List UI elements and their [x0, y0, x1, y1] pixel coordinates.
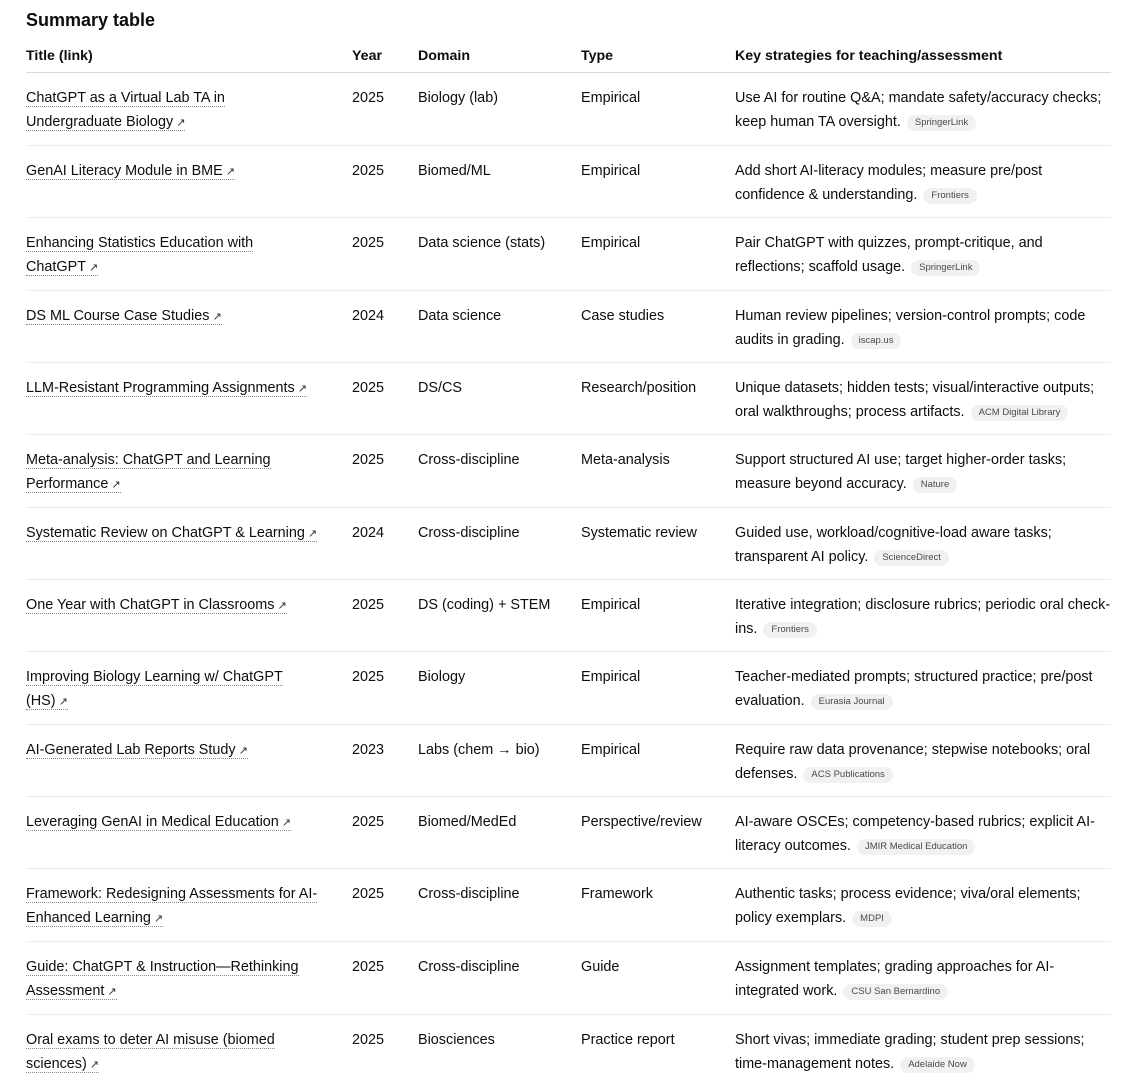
- title-link-text: Framework: Redesigning Assessments for AI-Enhanced Learning: [26, 886, 317, 926]
- cell-year: 2025: [352, 218, 418, 291]
- title-link[interactable]: [26, 90, 225, 131]
- cell-domain: Biomed/ML: [418, 146, 581, 218]
- cell-domain: DS/CS: [418, 363, 581, 435]
- cell-year: 2025: [352, 869, 418, 942]
- title-link[interactable]: [26, 235, 253, 276]
- title-link-text: LLM-Resistant Programming Assignments: [26, 380, 295, 396]
- table-header-row: [26, 42, 1111, 73]
- cell-domain: Data science: [418, 291, 581, 363]
- cell-domain: Cross-discipline: [418, 942, 581, 1015]
- table-row: [26, 652, 1111, 725]
- external-link-icon: ↗: [212, 311, 221, 323]
- cell-type: Empirical: [581, 725, 735, 797]
- source-badge[interactable]: ACS Publications: [803, 767, 892, 783]
- source-badge[interactable]: CSU San Bernardino: [843, 984, 948, 1000]
- title-link-text: One Year with ChatGPT in Classrooms: [26, 597, 274, 613]
- cell-strategies: [735, 725, 1111, 797]
- cell-strategies: [735, 869, 1111, 942]
- source-badge[interactable]: ScienceDirect: [874, 550, 949, 566]
- title-link[interactable]: [26, 525, 317, 542]
- source-badge[interactable]: ACM Digital Library: [971, 405, 1069, 421]
- external-link-icon: ↗: [176, 117, 185, 129]
- cell-year: 2025: [352, 363, 418, 435]
- cell-type: Perspective/review: [581, 797, 735, 869]
- cell-title: [26, 1015, 352, 1087]
- cell-strategies: [735, 435, 1111, 508]
- cell-strategies: [735, 291, 1111, 363]
- source-badge[interactable]: Adelaide Now: [900, 1057, 975, 1073]
- strategies-text: Assignment templates; grading approaches for AI-integrated work.: [735, 959, 1054, 999]
- strategies-text: Human review pipelines; version-control prompts; code audits in grading.: [735, 308, 1085, 348]
- strategies-text: Use AI for routine Q&A; mandate safety/accuracy checks; keep human TA oversight.: [735, 90, 1101, 130]
- cell-domain: Cross-discipline: [418, 869, 581, 942]
- external-link-icon: ↗: [90, 1059, 99, 1071]
- cell-domain: Biology: [418, 652, 581, 725]
- cell-title: [26, 73, 352, 146]
- table-row: [26, 218, 1111, 291]
- cell-year: 2025: [352, 435, 418, 508]
- column-header-title: Title (link): [26, 42, 352, 73]
- source-badge[interactable]: Frontiers: [763, 622, 816, 638]
- source-badge[interactable]: SpringerLink: [911, 260, 980, 276]
- title-link-text: GenAI Literacy Module in BME: [26, 163, 223, 179]
- strategies-text: Iterative integration; disclosure rubrics; periodic oral check-ins.: [735, 597, 1110, 637]
- cell-title: [26, 435, 352, 508]
- cell-title: [26, 797, 352, 869]
- cell-strategies: [735, 797, 1111, 869]
- cell-year: 2023: [352, 725, 418, 797]
- cell-year: 2025: [352, 942, 418, 1015]
- strategies-text: Short vivas; immediate grading; student prep sessions; time-management notes.: [735, 1032, 1085, 1072]
- table-row: [26, 942, 1111, 1015]
- cell-strategies: [735, 508, 1111, 580]
- cell-strategies: [735, 1015, 1111, 1087]
- cell-type: Practice report: [581, 1015, 735, 1087]
- cell-year: 2025: [352, 73, 418, 146]
- cell-title: [26, 363, 352, 435]
- cell-year: 2025: [352, 797, 418, 869]
- column-header-strategies: Key strategies for teaching/assessment: [735, 42, 1111, 73]
- cell-year: 2025: [352, 580, 418, 652]
- cell-type: Research/position: [581, 363, 735, 435]
- cell-title: [26, 942, 352, 1015]
- title-link[interactable]: [26, 380, 307, 397]
- cell-title: [26, 869, 352, 942]
- strategies-text: Teacher-mediated prompts; structured practice; pre/post evaluation.: [735, 669, 1093, 709]
- title-link-text: Enhancing Statistics Education with ChatGPT: [26, 235, 253, 275]
- cell-domain: Labs (chem → bio): [418, 725, 581, 797]
- external-link-icon: ↗: [107, 986, 116, 998]
- title-link[interactable]: [26, 814, 291, 831]
- external-link-icon: ↗: [154, 913, 163, 925]
- cell-year: 2024: [352, 291, 418, 363]
- cell-type: Empirical: [581, 218, 735, 291]
- cell-domain: DS (coding) + STEM: [418, 580, 581, 652]
- title-link-text: Systematic Review on ChatGPT & Learning: [26, 525, 305, 541]
- external-link-icon: ↗: [89, 262, 98, 274]
- table-row: [26, 435, 1111, 508]
- cell-strategies: [735, 146, 1111, 218]
- strategies-text: Support structured AI use; target higher-order tasks; measure beyond accuracy.: [735, 452, 1066, 492]
- title-link[interactable]: [26, 163, 235, 180]
- cell-year: 2025: [352, 652, 418, 725]
- title-link[interactable]: [26, 742, 248, 759]
- cell-type: Case studies: [581, 291, 735, 363]
- source-badge[interactable]: MDPI: [852, 911, 892, 927]
- cell-year: 2025: [352, 1015, 418, 1087]
- cell-strategies: [735, 652, 1111, 725]
- cell-type: Framework: [581, 869, 735, 942]
- cell-domain: Biomed/MedEd: [418, 797, 581, 869]
- cell-type: Empirical: [581, 652, 735, 725]
- title-link-text: ChatGPT as a Virtual Lab TA in Undergraduate Biology: [26, 90, 225, 130]
- cell-strategies: [735, 363, 1111, 435]
- table-row: [26, 146, 1111, 218]
- cell-type: Guide: [581, 942, 735, 1015]
- cell-strategies: [735, 580, 1111, 652]
- title-link[interactable]: [26, 597, 287, 614]
- cell-title: [26, 725, 352, 797]
- strategies-text: Authentic tasks; process evidence; viva/oral elements; policy exemplars.: [735, 886, 1081, 926]
- column-header-domain: Domain: [418, 42, 581, 73]
- title-link-text: Improving Biology Learning w/ ChatGPT (HS): [26, 669, 283, 709]
- external-link-icon: ↗: [308, 528, 317, 540]
- cell-domain: Biology (lab): [418, 73, 581, 146]
- cell-title: [26, 218, 352, 291]
- cell-title: [26, 508, 352, 580]
- external-link-icon: ↗: [282, 817, 291, 829]
- cell-strategies: [735, 218, 1111, 291]
- cell-title: [26, 580, 352, 652]
- source-badge[interactable]: Eurasia Journal: [811, 694, 893, 710]
- source-badge[interactable]: JMIR Medical Education: [857, 839, 975, 855]
- title-link-text: DS ML Course Case Studies: [26, 308, 209, 324]
- title-link-text: Meta-analysis: ChatGPT and Learning Performance: [26, 452, 271, 492]
- cell-type: Empirical: [581, 580, 735, 652]
- table-row: [26, 797, 1111, 869]
- cell-strategies: [735, 73, 1111, 146]
- title-link-text: Leveraging GenAI in Medical Education: [26, 814, 279, 830]
- cell-domain: Cross-discipline: [418, 508, 581, 580]
- strategies-text: Require raw data provenance; stepwise notebooks; oral defenses.: [735, 742, 1090, 782]
- strategies-text: Pair ChatGPT with quizzes, prompt-critique, and reflections; scaffold usage.: [735, 235, 1043, 275]
- source-badge[interactable]: SpringerLink: [907, 115, 976, 131]
- table-row: [26, 580, 1111, 652]
- title-link-text: AI-Generated Lab Reports Study: [26, 742, 236, 758]
- title-link[interactable]: [26, 886, 317, 927]
- column-header-type: Type: [581, 42, 735, 73]
- table-body: [26, 73, 1111, 1087]
- title-link[interactable]: [26, 669, 283, 710]
- external-link-icon: ↗: [59, 696, 68, 708]
- title-link[interactable]: [26, 308, 222, 325]
- cell-strategies: [735, 942, 1111, 1015]
- cell-type: Systematic review: [581, 508, 735, 580]
- title-link[interactable]: [26, 452, 271, 493]
- cell-year: 2024: [352, 508, 418, 580]
- cell-type: Empirical: [581, 146, 735, 218]
- cell-domain: Data science (stats): [418, 218, 581, 291]
- table-row: [26, 73, 1111, 146]
- cell-type: Meta-analysis: [581, 435, 735, 508]
- table-row: [26, 869, 1111, 942]
- cell-type: Empirical: [581, 73, 735, 146]
- external-link-icon: ↗: [111, 479, 120, 491]
- cell-title: [26, 291, 352, 363]
- column-header-year: Year: [352, 42, 418, 73]
- cell-domain: Cross-discipline: [418, 435, 581, 508]
- source-badge[interactable]: iscap.us: [851, 333, 902, 349]
- section-heading: Summary table: [26, 8, 1113, 32]
- cell-domain: Biosciences: [418, 1015, 581, 1087]
- table-row: [26, 725, 1111, 797]
- cell-title: [26, 652, 352, 725]
- title-link-text: Oral exams to deter AI misuse (biomed sciences): [26, 1032, 275, 1072]
- external-link-icon: ↗: [226, 166, 235, 178]
- external-link-icon: ↗: [298, 383, 307, 395]
- table-row: [26, 1015, 1111, 1087]
- table-row: [26, 508, 1111, 580]
- strategies-text: Add short AI-literacy modules; measure pre/post confidence & understanding.: [735, 163, 1042, 203]
- summary-table: [26, 42, 1111, 1087]
- title-link[interactable]: [26, 959, 299, 1000]
- cell-year: 2025: [352, 146, 418, 218]
- external-link-icon: ↗: [277, 600, 286, 612]
- table-row: [26, 291, 1111, 363]
- external-link-icon: ↗: [239, 745, 248, 757]
- strategies-text: AI-aware OSCEs; competency-based rubrics; explicit AI-literacy outcomes.: [735, 814, 1095, 854]
- source-badge[interactable]: Frontiers: [923, 188, 976, 204]
- title-link-text: Guide: ChatGPT & Instruction—Rethinking Assessment: [26, 959, 299, 999]
- source-badge[interactable]: Nature: [913, 477, 958, 493]
- strategies-text: Guided use, workload/cognitive-load aware tasks; transparent AI policy.: [735, 525, 1052, 565]
- table-row: [26, 363, 1111, 435]
- cell-title: [26, 146, 352, 218]
- strategies-text: Unique datasets; hidden tests; visual/interactive outputs; oral walkthroughs; process artifacts.: [735, 380, 1094, 420]
